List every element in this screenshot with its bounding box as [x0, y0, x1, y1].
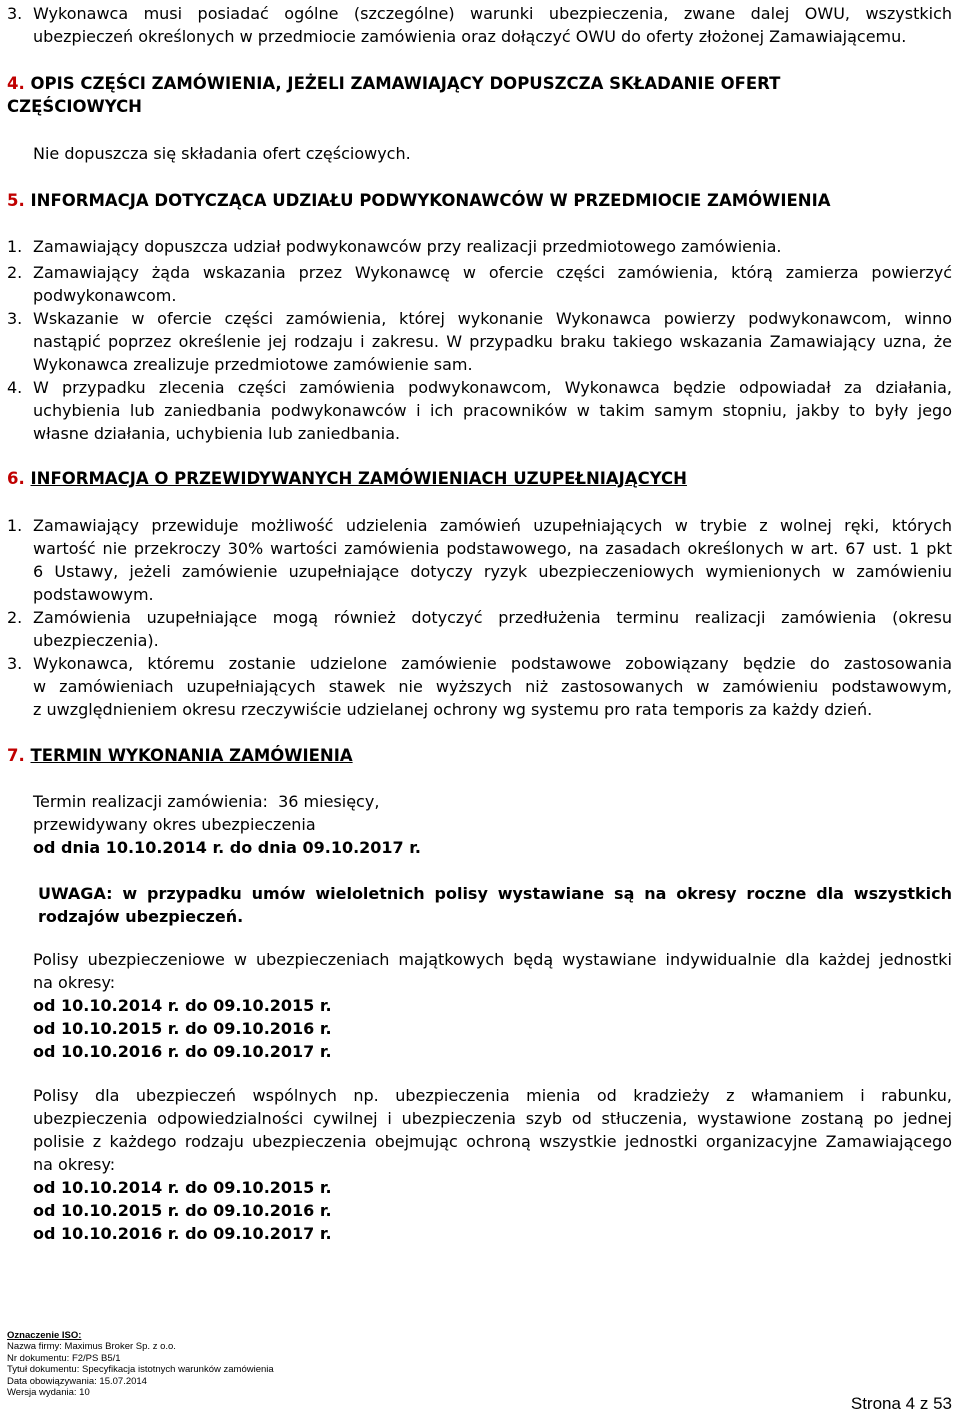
section-title: TERMIN WYKONANIA ZAMÓWIENIA: [30, 746, 353, 765]
section-heading-4-cont: [7, 95, 142, 118]
iso-footer: [7, 1330, 274, 1398]
paragraph-line: Wykonawca zrealizuje przedmiotowe zamówienie sam.: [33, 355, 473, 374]
footer-line: Tytuł dokumentu: Specyfikacja istotnych warunków zamówienia: [7, 1364, 274, 1376]
period-item: od 10.10.2015 r. do 09.10.2016 r.: [33, 1201, 332, 1220]
section-heading-7: [7, 744, 353, 767]
footer-line: Nr dokumentu: F2/PS B5/1: [7, 1352, 121, 1364]
section-title-line: OPIS CZĘŚCI ZAMÓWIENIA, JEŻELI ZAMAWIAJĄCY DOPUSZCZA SKŁADANIE OFERT: [30, 74, 781, 93]
footer-line: Nazwa firmy: Maximus Broker Sp. z o.o.: [7, 1341, 176, 1353]
paragraph-line: Wykonawca, któremu zostanie udzielone zamówienie podstawowe zobowiązany będzie do zastosowania: [33, 654, 952, 673]
warning-line: UWAGA: w przypadku umów wieloletnich polisy wystawiane są na okresy roczne dla wszystkich: [38, 884, 952, 903]
section-heading-5: [7, 189, 831, 212]
paragraph-line: własne działania, uchybienia lub zaniedbania.: [33, 424, 401, 443]
section-title: INFORMACJA DOTYCZĄCA UDZIAŁU PODWYKONAWCÓW W PRZEDMIOCIE ZAMÓWIENIA: [30, 191, 831, 210]
period-item: od 10.10.2016 r. do 09.10.2017 r.: [33, 1224, 332, 1243]
term-line: Termin realizacji zamówienia: 36 miesięcy,: [33, 792, 380, 811]
period-label: przewidywany okres ubezpieczenia: [33, 815, 316, 834]
paragraph-line: wartość nie przekroczy 30% wartości zamówienia podstawowego, na zasadach określonych w art. 67 ust. 1 pkt: [33, 539, 952, 558]
item-number: 3.: [7, 309, 23, 328]
paragraph-line: Zamówienia uzupełniające mogą również dotyczyć przedłużenia terminu realizacji zamówienia (okresu: [33, 608, 952, 627]
period-item: od 10.10.2014 r. do 09.10.2015 r.: [33, 996, 332, 1015]
footer-line: Wersja wydania: 10: [7, 1387, 90, 1399]
paragraph-line: nastąpić poprzez określenie jej rodzaju i zakresu. W przypadku braku takiego wskazania Zamawiający uzna, że: [33, 332, 952, 351]
section-number: 4.: [7, 74, 25, 93]
paragraph-line: Polisy ubezpieczeniowe w ubezpieczeniach majątkowych będą wystawiane indywidualnie dla każdej jednostki: [33, 950, 952, 969]
paragraph-line: Wskazanie w ofercie części zamówienia, której wykonanie Wykonawca powierzy podwykonawcom, winno: [33, 309, 952, 328]
paragraph-line: Zamawiający przewiduje możliwość udzielenia zamówień uzupełniających w trybie z wolnej ręki, których: [33, 516, 952, 535]
section-heading-6: [7, 467, 687, 490]
section-number: 5.: [7, 191, 25, 210]
paragraph-line: W przypadku zlecenia części zamówienia podwykonawcom, Wykonawca będzie odpowiadał za działania,: [33, 378, 952, 397]
item-number: 1.: [7, 237, 23, 256]
iso-label: Oznaczenie ISO:: [7, 1330, 82, 1341]
warning-line: rodzajów ubezpieczeń.: [38, 907, 244, 926]
paragraph-line: uchybienia lub zaniedbania podwykonawców i ich pracowników w takim samym stopniu, jakby to były jego: [33, 401, 952, 420]
footer-line: Data obowiązywania: 15.07.2014: [7, 1375, 147, 1387]
paragraph-line: ubezpieczenia odpowiedzialności cywilnej i ubezpieczenia szyb od stłuczenia, wystawione zostaną po jednej: [33, 1109, 952, 1128]
paragraph-line: ubezpieczenia).: [33, 631, 159, 650]
paragraph-line: na okresy:: [33, 1155, 116, 1174]
item-number: 3.: [7, 4, 23, 23]
page-number: Strona 4 z 53: [850, 1394, 952, 1413]
paragraph-line: Zamawiający żąda wskazania przez Wykonawcę w ofercie części zamówienia, którą zamierza powierzyć: [33, 263, 952, 282]
period-item: od 10.10.2016 r. do 09.10.2017 r.: [33, 1042, 332, 1061]
section-text: Nie dopuszcza się składania ofert częściowych.: [33, 144, 411, 163]
section-title-line: CZĘŚCIOWYCH: [7, 97, 142, 116]
paragraph-line: podwykonawcom.: [33, 286, 177, 305]
section-title: INFORMACJA O PRZEWIDYWANYCH ZAMÓWIENIACH UZUPEŁNIAJĄCYCH: [30, 469, 687, 488]
section-number: 6.: [7, 469, 25, 488]
paragraph-line: z uwzględnieniem okresu rzeczywiście udzielanej ochrony wg systemu pro rata temporis za każdy dzień.: [33, 700, 873, 719]
paragraph-line: na okresy:: [33, 973, 116, 992]
paragraph-line: polisie z każdego rodzaju ubezpieczenia obejmując ochroną wszystkie jednostki organizacyjne Zamawiającego: [33, 1132, 952, 1151]
section-heading-4: [7, 72, 780, 95]
period-item: od 10.10.2015 r. do 09.10.2016 r.: [33, 1019, 332, 1038]
paragraph-line: Wykonawca musi posiadać ogólne (szczególne) warunki ubezpieczenia, zwane dalej OWU, wszystkich: [33, 4, 952, 23]
period-item: od 10.10.2014 r. do 09.10.2015 r.: [33, 1178, 332, 1197]
section-number: 7.: [7, 746, 25, 765]
period-value: od dnia 10.10.2014 r. do dnia 09.10.2017 r.: [33, 838, 421, 857]
paragraph-line: w zamówieniach uzupełniających stawek nie wyższych niż zastosowanych w zamówieniu podstawowym,: [33, 677, 952, 696]
paragraph-line: ubezpieczeń określonych w przedmiocie zamówienia oraz dołączyć OWU do oferty złożonej Zamawiającemu.: [33, 27, 907, 46]
paragraph-line: podstawowym.: [33, 585, 154, 604]
item-number: 4.: [7, 378, 23, 397]
item-number: 2.: [7, 608, 23, 627]
paragraph-line: Polisy dla ubezpieczeń wspólnych np. ubezpieczenia mienia od kradzieży z włamaniem i rabunku,: [33, 1086, 952, 1105]
paragraph-line: 6 Ustawy, jeżeli zamówienie uzupełniające dotyczy ryzyk ubezpieczeniowych wymienionych w zamówieniu: [33, 562, 952, 581]
item-number: 2.: [7, 263, 23, 282]
paragraph-line: Zamawiający dopuszcza udział podwykonawców przy realizacji przedmiotowego zamówienia.: [33, 237, 782, 256]
item-number: 3.: [7, 654, 23, 673]
item-number: 1.: [7, 516, 23, 535]
